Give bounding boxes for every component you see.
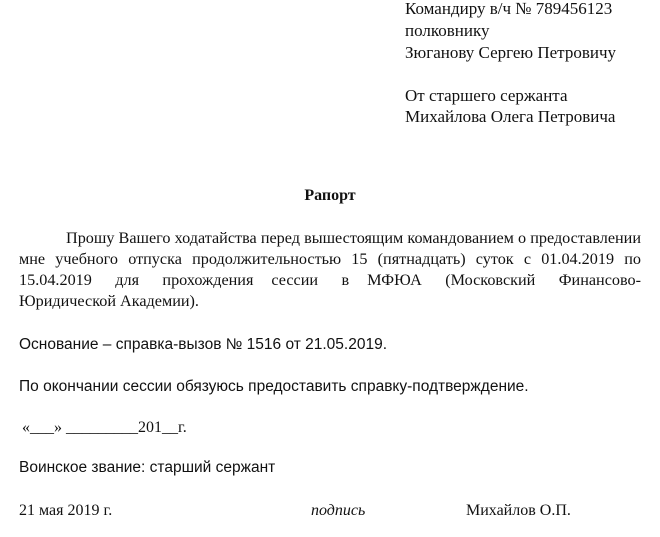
signature-date: 21 мая 2019 г. — [19, 502, 113, 519]
blank-date-line: «___» _________201__г. — [22, 419, 187, 436]
commitment-line: По окончании сессии обязуюсь предоставить справку-подтверждение. — [19, 378, 529, 395]
basis-line: Основание – справка-вызов № 1516 от 21.05.2019. — [19, 336, 388, 353]
addressee-line-3: Зюганову Сергею Петровичу — [405, 43, 616, 62]
sender-line-2: Михайлова Олега Петровича — [405, 107, 616, 126]
request-text-part-2: сессии в — [271, 271, 350, 289]
addressee-line-2: полковнику — [405, 21, 490, 40]
request-paragraph — [19, 228, 641, 312]
sender-line-1: От старшего сержанта — [405, 86, 568, 105]
request-text-part-3: МФЮА (Московский Финансово-Юридической Академии). — [19, 271, 641, 310]
addressee-line-1: Командиру в/ч № 789456123 — [405, 0, 613, 18]
document-title: Рапорт — [304, 187, 356, 204]
request-text-part-1: Прошу Вашего ходатайства перед вышестоящим командованием о предоставлении мне учебного отпуска продолжительностью 15 (пятнадцать) суток с 01.04.2019 по 15.04.2019 для прохождения — [19, 229, 641, 289]
rank-line: Воинское звание: старший сержант — [19, 459, 276, 476]
signature-label: подпись — [311, 502, 366, 519]
signature-name: Михайлов О.П. — [466, 502, 571, 519]
